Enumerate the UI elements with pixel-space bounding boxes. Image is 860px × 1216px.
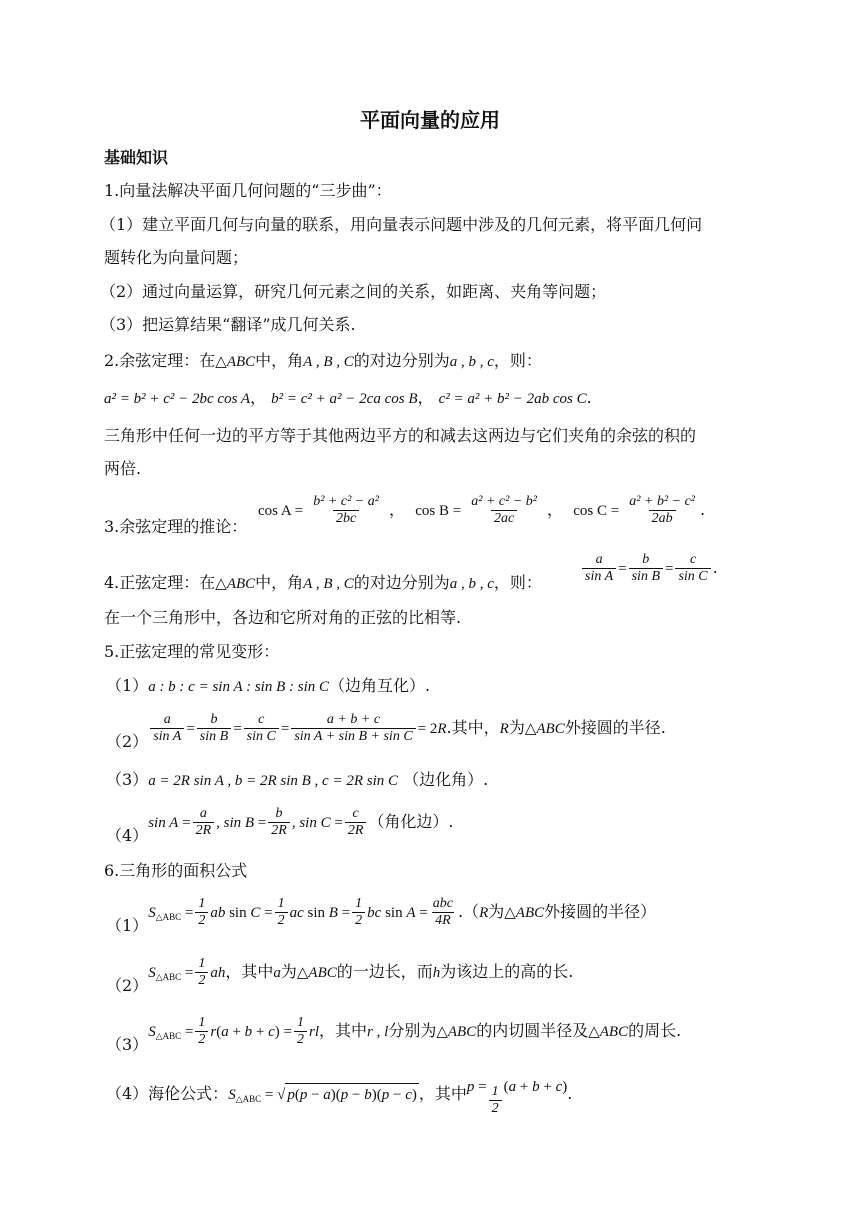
item1-step3: （3）把运算结果“翻译”成几何关系. xyxy=(100,315,356,334)
area3-rl: r , l xyxy=(367,1024,389,1040)
item4-sides: a , b , c xyxy=(449,576,494,592)
area2-h: h xyxy=(432,965,441,981)
item2-end: ，则： xyxy=(493,351,542,370)
item6-heading: 6.三角形的面积公式 xyxy=(104,861,248,880)
cosC-fraction xyxy=(626,494,698,527)
law-of-cosines-b: b² = c² + a² − 2ca cos B xyxy=(271,391,418,407)
area2-note-c: 的一边长，而 xyxy=(336,962,433,981)
area1-triangle: △ABC xyxy=(504,905,545,921)
item4-end: ，则： xyxy=(493,573,542,592)
area3-note-c: 的内切圆半径及 xyxy=(476,1021,589,1040)
variant1-formula: a : b : c = sin A : sin B : sin C xyxy=(148,679,330,695)
item3-lead: 3.余弦定理的推论： xyxy=(104,517,248,536)
area2-note-a: ，其中 xyxy=(225,962,274,981)
item2-angles: A , B , C xyxy=(303,354,354,370)
item2-triangle: △ABC xyxy=(215,354,256,370)
label-1: （1） xyxy=(106,676,149,695)
item2-desc-line2: 两倍. xyxy=(104,459,142,478)
item2-mid2: 的对边分别为 xyxy=(353,351,450,370)
cosB-denominator: 2ac xyxy=(491,510,517,527)
variant4-note: （角化边）. xyxy=(368,812,454,831)
variant3-note: （边化角）. xyxy=(403,770,489,789)
area1-note-b: 为 xyxy=(488,902,505,921)
law-of-cosines-a: a² = b² + c² − 2bc cos A xyxy=(104,391,251,407)
label-3: （3） xyxy=(106,770,149,789)
area-formula-4: （4）海伦公式：$S_{\triangle ABC}$ = √ p(p − a)(p − b)(p − c) ，其中p = $\frac{1}{2}$ (a + b + c). xyxy=(106,1079,573,1116)
variant2-note-a: .其中， xyxy=(446,718,500,737)
area3-triangle2: △ABC xyxy=(588,1024,629,1040)
area2-triangle: △ABC xyxy=(296,965,337,981)
variant2-R: R xyxy=(499,721,509,737)
item3-formulas: cos A = $\frac{\text{b² + c² − a²}}{2bc}$ ， cos B = $\frac{\text{a² + c² − b²}}{2ac}$ ， cos C = $\frac{\text{a² + b² − c²}}{2ab}$ . xyxy=(258,494,706,526)
cosA-denominator: 2bc xyxy=(333,510,359,527)
item4-lead: 4.正弦定理：在 xyxy=(104,573,216,592)
heron-note-a: ，其中 xyxy=(418,1084,467,1103)
item5-variant4: （4）sin A = $\frac{a}{2R}$ , sin B = $\frac{b}{2R}$ , sin C = $\frac{c}{2R}$ （角化边）. xyxy=(106,806,454,845)
cosB-label: cos B = xyxy=(415,503,462,519)
item1-step1-line1: （1）建立平面几何与向量的联系，用向量表示问题中涉及的几何元素，将平面几何问 xyxy=(100,215,703,234)
cosB-fraction xyxy=(468,494,540,527)
area-formula-3: $(3)S_{\triangle ABC}$ = $\frac{1}{2}$ r(a + b + c) = $\frac{1}{2}$ rl，其中r , l分别为△ABC的内切圆半径及△ABC的周长. xyxy=(106,1015,682,1054)
item5-variant1 xyxy=(106,675,430,698)
area-label-2: （2） xyxy=(106,976,149,995)
area2-note-b: 为 xyxy=(280,962,297,981)
heron-lead: （4）海伦公式： xyxy=(106,1084,229,1103)
area2-a: a xyxy=(273,965,281,981)
area1-note-a: .（ xyxy=(457,902,480,921)
cosA-fraction xyxy=(310,494,382,527)
page-title: 平面向量的应用 xyxy=(360,108,500,132)
item4-angles: A , B , C xyxy=(303,576,354,592)
item4-mid: 中，角 xyxy=(255,573,304,592)
item2-mid: 中，角 xyxy=(255,351,304,370)
variant3-formula: a = 2R sin A , b = 2R sin B , c = 2R sin C xyxy=(148,773,399,789)
label-4: （4） xyxy=(106,826,149,845)
variant2-triangle: △ABC xyxy=(524,721,565,737)
cosA-label: cos A = xyxy=(258,503,304,519)
cosC-denominator: 2ab xyxy=(649,510,676,527)
cosC-numerator: a² + b² − c² xyxy=(629,494,695,509)
label-2: （2） xyxy=(106,732,149,751)
area3-note-b: 分别为 xyxy=(388,1021,437,1040)
variant1-note: （边角互化）. xyxy=(329,676,431,695)
item5-variant3 xyxy=(106,769,488,792)
area-formula-1: $(1)S_{\triangle ABC}$ = $\frac{1}{2}$ ab sin C = $\frac{1}{2}$ ac sin B = $\frac{1}{2}$ bc sin A = $\frac{\text{abc}}{4R}$ .（R为△ABC外接圆的半径） xyxy=(106,896,657,935)
variant2-note-b: 为 xyxy=(508,718,525,737)
item4-statement xyxy=(104,572,542,595)
area3-triangle: △ABC xyxy=(436,1024,477,1040)
variant2-note-c: 外接圆的半径. xyxy=(564,718,666,737)
area2-note-d: 为该边上的高的长. xyxy=(440,962,574,981)
cosA-numerator: b² + c² − a² xyxy=(313,494,379,509)
item5-variant2: （2） $\frac{a}{\text{sin A}}$ = $\frac{b}{\text{sin B}}$ = $\frac{c}{\text{sin C}}$ = $\frac{a + b + c}{\text{sin A + sin B + sin C}}$ = 2R.其中，R为△ABC外接圆的半径. xyxy=(106,712,666,751)
item4-mid2: 的对边分别为 xyxy=(353,573,450,592)
item1-step1-line2: 题转化为向量问题； xyxy=(104,248,249,267)
law-of-cosines-c: c² = a² + b² − 2ab cos C xyxy=(438,391,587,407)
heron-end: . xyxy=(567,1084,573,1103)
item2-formulas: a² = b² + c² − 2bc cos A， b² = c² + a² − 2ca cos B， c² = a² + b² − 2ab cos C. xyxy=(104,388,592,407)
law-of-sines: $\frac{a}{\text{sin A}}$ = $\frac{b}{\text{sin B}}$ = $\frac{c}{\text{sin C}}$ . xyxy=(580,552,718,585)
item2-lead: 2.余弦定理：在 xyxy=(104,351,216,370)
item1-heading: 1.向量法解决平面几何问题的“三步曲”： xyxy=(104,181,392,200)
item5-heading: 5.正弦定理的常见变形： xyxy=(104,642,280,661)
item4-triangle: △ABC xyxy=(215,576,256,592)
area-label-1: （1） xyxy=(106,916,149,935)
item2-desc-line1: 三角形中任何一边的平方等于其他两边平方的和减去这两边与它们夹角的余弦的积的 xyxy=(104,426,697,445)
cosC-label: cos C = xyxy=(573,503,620,519)
area-label-3: （3） xyxy=(106,1035,149,1054)
area1-R: R xyxy=(479,905,489,921)
cosB-numerator: a² + c² − b² xyxy=(471,494,537,509)
item4-desc: 在一个三角形中，各边和它所对角的正弦的比相等. xyxy=(104,608,462,627)
item1-step2: （2）通过向量运算，研究几何元素之间的关系，如距离、夹角等问题； xyxy=(100,282,607,301)
item2-statement xyxy=(104,350,542,373)
area1-note-c: 外接圆的半径） xyxy=(544,902,657,921)
item2-sides: a , b , c xyxy=(449,354,494,370)
area3-note-a: ，其中 xyxy=(319,1021,368,1040)
section-heading: 基础知识 xyxy=(104,148,169,167)
area3-note-d: 的周长. xyxy=(628,1021,682,1040)
area-formula-2: $(2)S_{\triangle ABC}$ = $\frac{1}{2}$ ah，其中a为△ABC的一边长，而h为该边上的高的长. xyxy=(106,956,574,995)
